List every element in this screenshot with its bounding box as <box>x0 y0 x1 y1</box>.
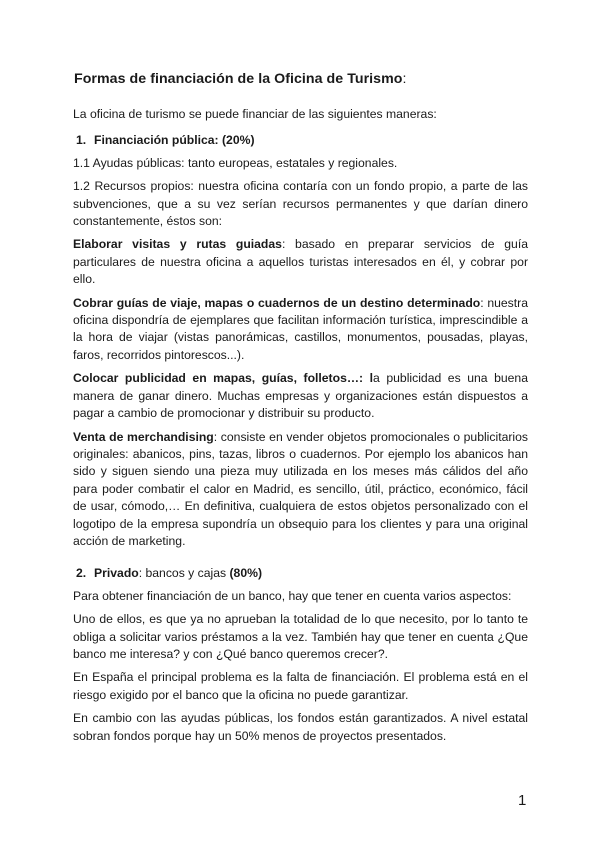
section-2-percent: (80%) <box>229 566 263 581</box>
funding-item-title: Venta de merchandising <box>73 429 214 444</box>
intro-paragraph: La oficina de turismo se puede financiar de las siguientes maneras: <box>73 107 437 121</box>
page-number: 1 <box>518 792 527 809</box>
document-title <box>74 71 528 87</box>
section-2-paragraph: Para obtener financiación de un banco, hay que tener en cuenta varios aspectos: <box>73 588 512 603</box>
title-text: Formas de financiación de la Oficina de Turismo <box>74 71 403 87</box>
page-content <box>73 71 528 751</box>
section-2-paragraph: En cambio con las ayudas públicas, los fondos están garantizados. A nivel estatal sobran fondos porque hay un 50% menos de proyectos presentados. <box>73 711 528 743</box>
funding-item <box>73 295 528 365</box>
section-1-number: 1. <box>76 133 87 148</box>
funding-item-title: Elaborar visitas y rutas guiadas <box>73 237 282 252</box>
funding-item-text: a publicidad es una buena manera de ganar dinero. Muchas empresas y organizaciones están dispuestos a pagar a cambio de promocionar y distribuir su producto. <box>73 371 528 421</box>
funding-item <box>73 370 528 422</box>
section-1-2-paragraph: 1.2 Recursos propios: nuestra oficina contaría con un fondo propio, a parte de las subvenciones, que a su vez serían recursos permanentes y que darían dinero constantemente, éstos son: <box>73 179 528 229</box>
section-2-heading <box>76 565 528 582</box>
section-1-heading <box>76 132 528 149</box>
funding-item-text: : consiste en vender objetos promocionales o publicitarios originales: abanicos, pins, tazas, libros o cuadernos. Por ejemplo los abanicos han sido y siguen siendo una pieza muy utilizada en los meses más cálidos del año para poder combatir el calor en Madrid, es sencillo, útil, práctico, económico, fácil de usar, cómodo,… En definitiva, cualquiera de estos objetos personalizado con el logotipo de la empresa supondría un obsequio para los clientes y para una original acción de marketing. <box>73 429 528 548</box>
section-2-paragraph: Uno de ellos, es que ya no aprueban la totalidad de lo que necesito, por lo tanto te obliga a solicitar varios préstamos a la vez. También hay que tener en cuenta ¿Que banco me interesa? y con ¿Qué banco queremos crecer?. <box>73 612 528 661</box>
section-spacer <box>73 556 528 565</box>
section-1-1-paragraph: 1.1 Ayudas públicas: tanto europeas, estatales y regionales. <box>73 155 398 170</box>
section-2-title: Privado <box>94 566 139 581</box>
title-colon: : <box>402 71 407 87</box>
section-2-number: 2. <box>76 566 87 581</box>
funding-item-text: : nuestra oficina dispondría de ejemplares que facilitan información turística, imprescindible a la hora de viajar (vistas panorámicas, castillos, monumentos, pousadas, playas, faros, recorridos pintorescos...). <box>73 295 528 362</box>
section-2-paragraph: En España el principal problema es la falta de financiación. El problema está en el riesgo exigido por el banco que la oficina no puede garantizar. <box>73 670 528 702</box>
funding-item-text: : basado en preparar servicios de guía particulares de nuestra oficina a aquellos turistas interesados en él, y cobrar por ello. <box>73 237 528 287</box>
section-2-subtitle: : bancos y cajas <box>138 566 230 581</box>
section-1-title: Financiación pública: (20%) <box>94 133 255 148</box>
funding-item-title: Colocar publicidad en mapas, guías, folletos…: l <box>73 371 374 386</box>
funding-item-title: Cobrar guías de viaje, mapas o cuadernos de un destino determinado <box>73 295 481 310</box>
funding-item <box>73 429 528 551</box>
funding-item <box>73 236 528 288</box>
